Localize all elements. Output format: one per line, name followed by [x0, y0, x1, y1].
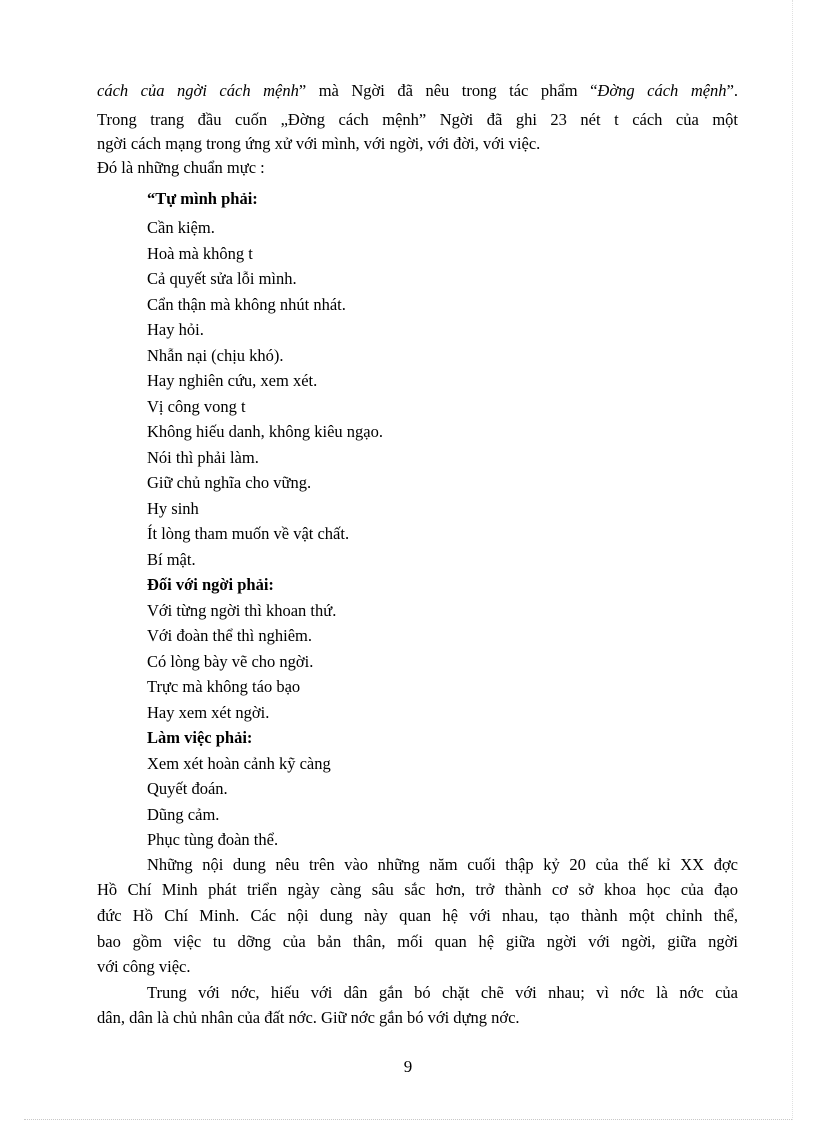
list-item: Trực mà không táo bạo: [147, 677, 301, 696]
list-item: Xem xét hoàn cảnh kỹ càng: [147, 753, 331, 773]
intro-line-3: ngời cách mạng trong ứng xử với mình, với ngời, với đời, với việc.: [97, 134, 541, 153]
list-item: Hay hỏi.: [147, 320, 204, 339]
close-quote-period: ”.: [726, 81, 739, 100]
list-item: Có lòng bày vẽ cho ngời.: [147, 651, 314, 671]
list-item: Không hiếu danh, không kiêu ngạo.: [147, 422, 384, 441]
paragraph-2-line-1: Trung với nớc, hiếu với dân gắn bó chặt chẽ với nhau; vì nớc là nớc của: [147, 983, 738, 1002]
paragraph-2-line-2: dân, dân là chủ nhân của đất nớc. Giữ nớc gắn bó với dựng nớc.: [97, 1008, 520, 1027]
list-item: Hoà mà không t: [147, 243, 253, 263]
list-item: Giữ chủ nghĩa cho vững.: [147, 473, 312, 492]
list-item: Vị công vong t: [147, 396, 246, 416]
paragraph-1-line-2: Hồ Chí Minh phát triển ngày càng sâu sắc hơn, trở thành cơ sở khoa học của đạo: [97, 880, 738, 899]
list-item: Nhẫn nại (chịu khó).: [147, 345, 284, 365]
page-right-border: [792, 0, 793, 1120]
paragraph-1-line-3: đức Hồ Chí Minh. Các nội dung này quan hệ với nhau, tạo thành một chỉnh thể,: [97, 906, 738, 925]
list-item: Cẩn thận mà không nhút nhát.: [147, 294, 346, 314]
intro-line-4: Đó là những chuẩn mực :: [97, 158, 265, 177]
paragraph-1-line-5: với công việc.: [97, 957, 191, 976]
book-title: Đờng cách mệnh: [597, 81, 727, 100]
list-item: Nói thì phải làm.: [147, 447, 259, 467]
list-item: Dũng cảm.: [147, 804, 220, 824]
list-item: Với đoàn thể thì nghiêm.: [147, 626, 312, 645]
list-item: Với từng ngời thì khoan thứ.: [147, 600, 337, 620]
intro-line-2: Trong trang đầu cuốn „Đờng cách mệnh” Ngời đã ghi 23 nét t cách của một: [97, 110, 738, 129]
list-item: Hay xem xét ngời.: [147, 702, 270, 722]
paragraph-1-line-4: bao gồm việc tu dỡng của bản thân, mối quan hệ giữa ngời với ngời, giữa ngời: [97, 932, 738, 951]
others-heading: Đối với ngời phải:: [147, 575, 274, 594]
list-item: Phục tùng đoàn thể.: [147, 830, 279, 849]
work-heading: Làm việc phải:: [147, 728, 253, 747]
list-item: Hay nghiên cứu, xem xét.: [147, 371, 318, 390]
list-item: Bí mật.: [147, 549, 196, 569]
intro-text: mà Ngời đã nêu trong tác phẩm “: [318, 81, 598, 100]
list-item: Cả quyết sửa lỗi mình.: [147, 269, 297, 288]
list-item: Quyết đoán.: [147, 779, 228, 798]
self-heading: “Tự mình phải:: [147, 189, 258, 208]
page-bottom-border: [24, 1119, 792, 1120]
page-number: 9: [403, 1057, 413, 1076]
list-item: Hy sinh: [147, 498, 199, 518]
paragraph-1-line-1: Những nội dung nêu trên vào những năm cuối thập kỷ 20 của thế kỉ XX đợc: [147, 855, 738, 874]
intro-line-1: [97, 81, 738, 101]
intro-italic-phrase: cách của ngời cách mệnh: [97, 81, 299, 100]
list-item: Cần kiệm.: [147, 218, 215, 237]
list-item: Ít lòng tham muốn về vật chất.: [147, 524, 350, 543]
close-quote: ”: [298, 81, 307, 100]
